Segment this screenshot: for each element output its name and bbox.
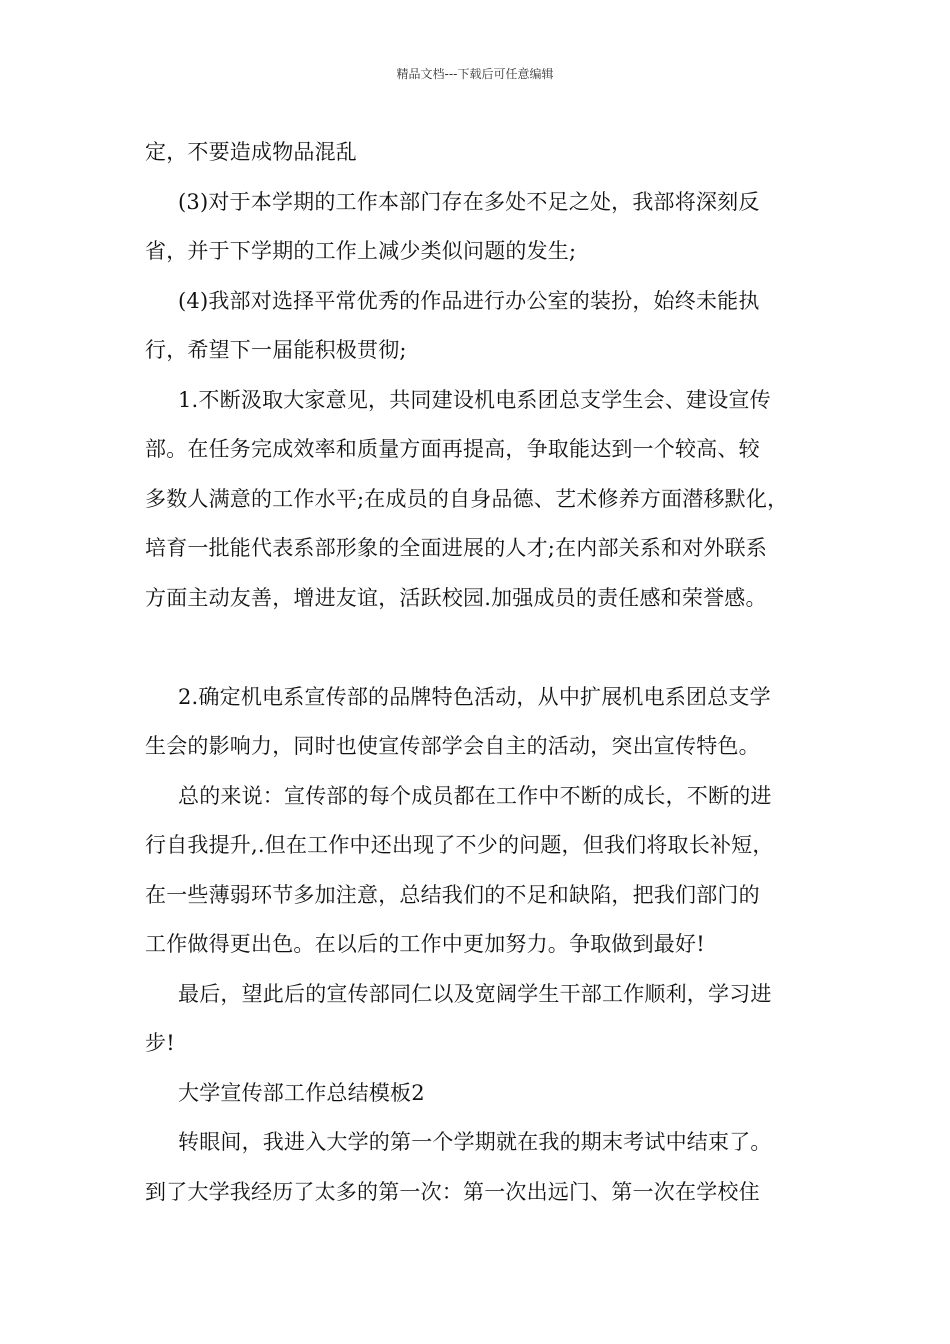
text-line: (4)我部对选择平常优秀的作品进行办公室的装扮，始终未能执 (178, 288, 760, 313)
text-line: 工作做得更出色。在以后的工作中更加努力。争取做到最好! (145, 932, 705, 956)
text-line: 培育一批能代表系部形象的全面进展的人才;在内部关系和对外联系 (145, 536, 768, 560)
text-line: 转眼间，我进入大学的第一个学期就在我的期末考试中结束了。 (178, 1130, 772, 1154)
text-line: 步! (145, 1031, 175, 1055)
text-line: 1.不断汲取大家意见，共同建设机电系团总支学生会、建设宣传 (178, 387, 771, 412)
text-line: 行，希望下一届能积极贯彻; (145, 338, 407, 362)
text-line: 省，并于下学期的工作上减少类似问题的发生; (145, 239, 577, 263)
text-line: 生会的影响力，同时也使宣传部学会自主的活动，突出宣传特色。 (145, 734, 760, 758)
text-line: (3)对于本学期的工作本部门存在多处不足之处，我部将深刻反 (178, 189, 760, 214)
text-line: 到了大学我经历了太多的第一次：第一次出远门、第一次在学校住 (145, 1179, 760, 1204)
text-line: 最后，望此后的宣传部同仁以及宽阔学生干部工作顺利，学习进 (178, 981, 772, 1006)
text-line: 2.确定机电系宣传部的品牌特色活动，从中扩展机电系团总支学 (178, 684, 771, 709)
text-line: 多数人满意的工作水平;在成员的自身品德、艺术修养方面潜移默化， (145, 486, 789, 511)
text-line: 行自我提升,.但在工作中还出现了不少的问题，但我们将取长补短， (145, 833, 774, 857)
document-body (145, 128, 825, 1217)
text-line: 定，不要造成物品混乱 (145, 140, 357, 164)
section-heading: 大学宣传部工作总结模板2 (178, 1080, 425, 1105)
text-line: 方面主动友善，增进友谊，活跃校园.加强成员的责任感和荣誉感。 (145, 585, 767, 610)
text-line: 部。在任务完成效率和质量方面再提高，争取能达到一个较高、较 (145, 437, 760, 461)
page-header: 精品文档---下载后可任意编辑 (396, 67, 554, 81)
text-line: 总的来说：宣传部的每个成员都在工作中不断的成长，不断的进 (178, 783, 772, 808)
text-line: 在一些薄弱环节多加注意，总结我们的不足和缺陷，把我们部门的 (145, 882, 760, 907)
paragraph-spacer (145, 623, 825, 673)
